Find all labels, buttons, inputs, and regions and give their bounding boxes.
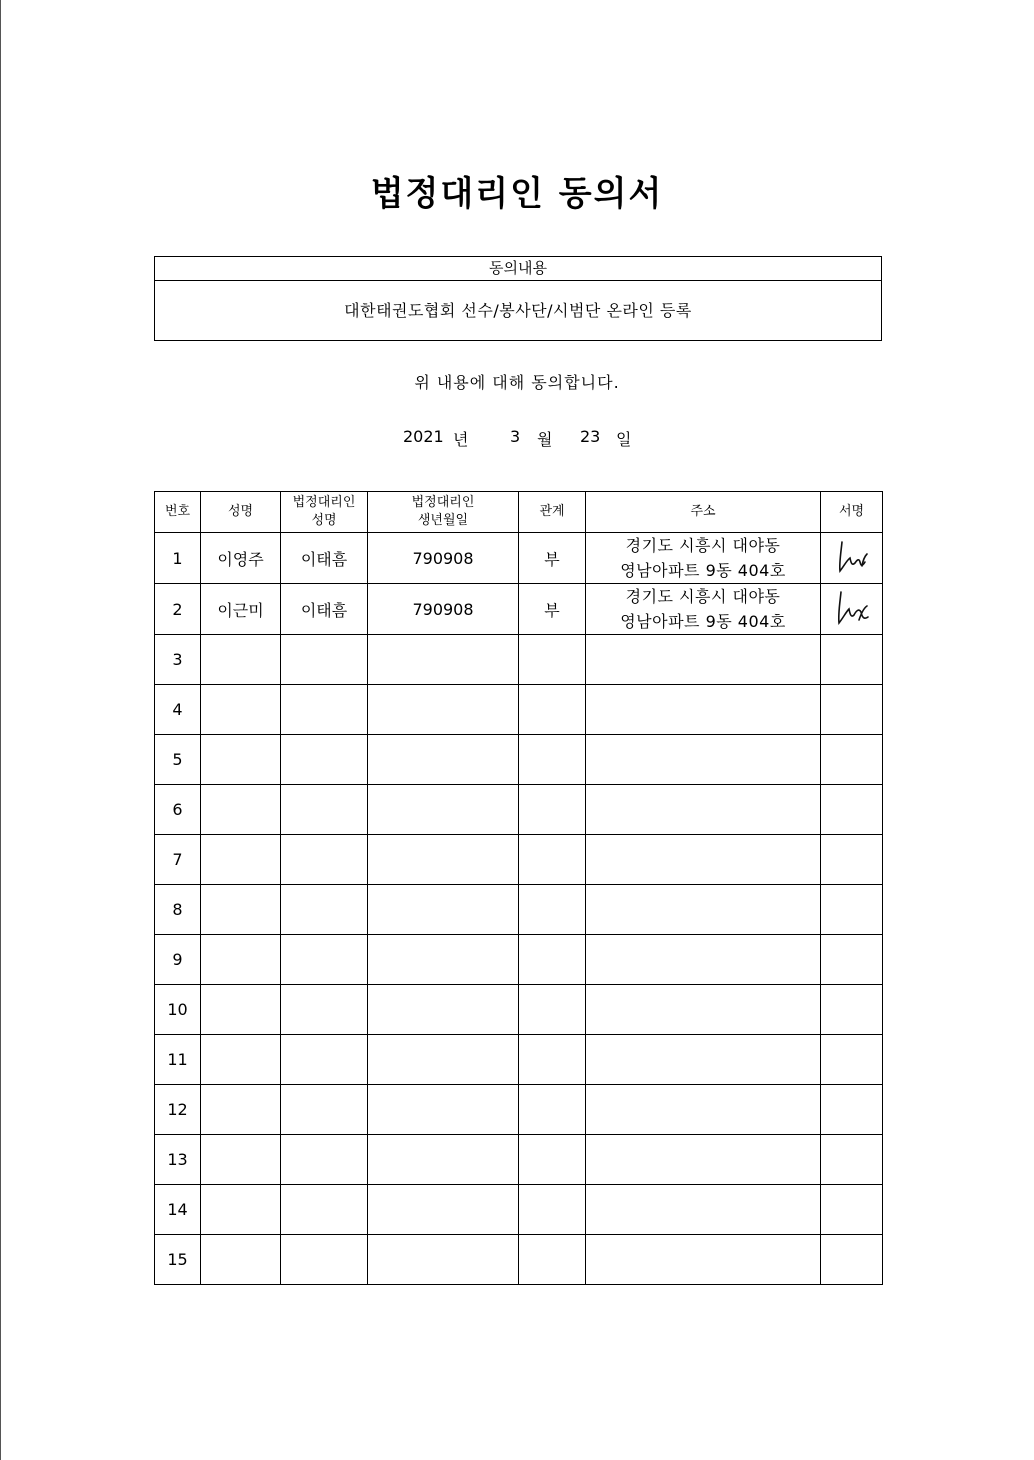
table-row xyxy=(155,735,883,785)
cell-no: 8 xyxy=(155,885,201,935)
cell-relation xyxy=(519,1035,586,1085)
cell-no: 9 xyxy=(155,935,201,985)
date-line xyxy=(403,427,703,451)
table-row xyxy=(155,1035,883,1085)
cell-name xyxy=(201,735,281,785)
cell-guardian-name xyxy=(281,1235,368,1285)
handwritten-signature xyxy=(832,587,872,627)
table-row xyxy=(155,635,883,685)
cell-relation xyxy=(519,835,586,885)
cell-name xyxy=(201,785,281,835)
cell-name: 이근미 xyxy=(201,584,281,635)
cell-address xyxy=(586,635,821,685)
cell-relation xyxy=(519,1235,586,1285)
table-row xyxy=(155,533,883,584)
address-line1: 경기도 시흥시 대야동 xyxy=(625,587,781,606)
cell-guardian-name xyxy=(281,635,368,685)
cell-name xyxy=(201,1035,281,1085)
table-row xyxy=(155,835,883,885)
cell-relation: 부 xyxy=(519,584,586,635)
cell-guardian-name xyxy=(281,1085,368,1135)
cell-guardian-birth xyxy=(368,835,519,885)
cell-guardian-birth xyxy=(368,635,519,685)
table-row xyxy=(155,1235,883,1285)
cell-address xyxy=(586,835,821,885)
cell-name xyxy=(201,685,281,735)
address-line2: 영남아파트 9동 404호 xyxy=(620,561,786,580)
cell-guardian-birth xyxy=(368,735,519,785)
cell-no: 11 xyxy=(155,1035,201,1085)
cell-no: 15 xyxy=(155,1235,201,1285)
cell-no: 7 xyxy=(155,835,201,885)
cell-no: 2 xyxy=(155,584,201,635)
cell-address xyxy=(586,935,821,985)
cell-address xyxy=(586,1135,821,1185)
cell-guardian-name xyxy=(281,1035,368,1085)
cell-address xyxy=(586,985,821,1035)
cell-address xyxy=(586,735,821,785)
cell-guardian-name xyxy=(281,835,368,885)
table-row xyxy=(155,685,883,735)
address-line1: 경기도 시흥시 대야동 xyxy=(625,536,781,555)
header-guardian-birth-line1: 법정대리인 xyxy=(411,495,475,510)
table-row xyxy=(155,935,883,985)
header-guardian-name xyxy=(281,492,368,533)
cell-signature xyxy=(821,1035,883,1085)
consent-body: 대한태권도협회 선수/봉사단/시범단 온라인 등록 xyxy=(344,301,692,320)
cell-signature xyxy=(821,533,883,584)
cell-signature xyxy=(821,985,883,1035)
cell-address xyxy=(586,1085,821,1135)
cell-guardian-name xyxy=(281,935,368,985)
cell-no: 12 xyxy=(155,1085,201,1135)
cell-signature xyxy=(821,835,883,885)
cell-guardian-name xyxy=(281,685,368,735)
address-line2: 영남아파트 9동 404호 xyxy=(620,612,786,631)
date-year-label: 년 xyxy=(453,430,469,449)
table-row xyxy=(155,785,883,835)
cell-guardian-birth xyxy=(368,785,519,835)
cell-guardian-birth xyxy=(368,1085,519,1135)
handwritten-signature xyxy=(832,536,872,576)
cell-name xyxy=(201,1235,281,1285)
cell-guardian-name xyxy=(281,885,368,935)
cell-signature xyxy=(821,935,883,985)
cell-guardian-birth xyxy=(368,935,519,985)
header-guardian-birth xyxy=(368,492,519,533)
cell-relation xyxy=(519,885,586,935)
cell-name: 이영주 xyxy=(201,533,281,584)
cell-guardian-birth xyxy=(368,1135,519,1185)
cell-signature xyxy=(821,735,883,785)
cell-signature xyxy=(821,885,883,935)
header-name: 성명 xyxy=(201,492,281,533)
cell-guardian-name xyxy=(281,1185,368,1235)
cell-address xyxy=(586,785,821,835)
header-guardian-name-line1: 법정대리인 xyxy=(292,495,356,510)
cell-signature xyxy=(821,1235,883,1285)
consent-table xyxy=(154,491,883,1285)
cell-name xyxy=(201,635,281,685)
cell-signature xyxy=(821,685,883,735)
cell-guardian-birth xyxy=(368,685,519,735)
cell-no: 4 xyxy=(155,685,201,735)
cell-name xyxy=(201,1185,281,1235)
cell-relation xyxy=(519,1185,586,1235)
header-signature: 서명 xyxy=(821,492,883,533)
cell-name xyxy=(201,885,281,935)
cell-guardian-name xyxy=(281,735,368,785)
cell-relation xyxy=(519,1085,586,1135)
cell-signature xyxy=(821,1135,883,1185)
cell-name xyxy=(201,1085,281,1135)
cell-guardian-birth xyxy=(368,1235,519,1285)
cell-address xyxy=(586,685,821,735)
table-row xyxy=(155,885,883,935)
cell-address xyxy=(586,533,821,584)
cell-no: 10 xyxy=(155,985,201,1035)
cell-address xyxy=(586,885,821,935)
document-title: 법정대리인 동의서 xyxy=(370,174,664,214)
table-row xyxy=(155,584,883,635)
cell-guardian-name xyxy=(281,1135,368,1185)
cell-name xyxy=(201,985,281,1035)
header-guardian-birth-line2: 생년월일 xyxy=(417,513,469,528)
cell-no: 5 xyxy=(155,735,201,785)
cell-address xyxy=(586,1185,821,1235)
cell-signature xyxy=(821,584,883,635)
date-month: 3 xyxy=(510,427,521,446)
table-row xyxy=(155,985,883,1035)
date-day-label: 일 xyxy=(616,430,632,449)
header-address: 주소 xyxy=(586,492,821,533)
cell-guardian-birth xyxy=(368,885,519,935)
page-edge xyxy=(0,0,1,1460)
cell-name xyxy=(201,835,281,885)
cell-no: 13 xyxy=(155,1135,201,1185)
cell-address xyxy=(586,584,821,635)
cell-guardian-name: 이태흠 xyxy=(281,533,368,584)
date-year: 2021 xyxy=(403,427,444,446)
header-guardian-name-line2: 성명 xyxy=(311,513,337,528)
cell-guardian-name xyxy=(281,785,368,835)
cell-relation: 부 xyxy=(519,533,586,584)
cell-no: 6 xyxy=(155,785,201,835)
date-month-label: 월 xyxy=(537,430,553,449)
cell-relation xyxy=(519,935,586,985)
date-day: 23 xyxy=(580,427,601,446)
cell-guardian-name xyxy=(281,985,368,1035)
cell-guardian-birth xyxy=(368,1185,519,1235)
cell-relation xyxy=(519,735,586,785)
cell-no: 1 xyxy=(155,533,201,584)
cell-relation xyxy=(519,635,586,685)
table-header-row xyxy=(155,492,883,533)
agreement-text: 위 내용에 대해 동의합니다. xyxy=(414,373,620,392)
cell-relation xyxy=(519,785,586,835)
cell-no: 3 xyxy=(155,635,201,685)
cell-name xyxy=(201,935,281,985)
cell-relation xyxy=(519,685,586,735)
cell-signature xyxy=(821,1185,883,1235)
cell-address xyxy=(586,1235,821,1285)
cell-relation xyxy=(519,1135,586,1185)
cell-guardian-birth: 790908 xyxy=(368,584,519,635)
header-no: 번호 xyxy=(155,492,201,533)
table-row xyxy=(155,1085,883,1135)
cell-no: 14 xyxy=(155,1185,201,1235)
cell-signature xyxy=(821,635,883,685)
cell-guardian-birth: 790908 xyxy=(368,533,519,584)
cell-name xyxy=(201,1135,281,1185)
cell-relation xyxy=(519,985,586,1035)
table-row xyxy=(155,1135,883,1185)
cell-address xyxy=(586,1035,821,1085)
cell-guardian-name: 이태흠 xyxy=(281,584,368,635)
consent-box xyxy=(154,256,882,341)
table-row xyxy=(155,1185,883,1235)
cell-signature xyxy=(821,1085,883,1135)
cell-signature xyxy=(821,785,883,835)
cell-guardian-birth xyxy=(368,985,519,1035)
header-relation: 관계 xyxy=(519,492,586,533)
cell-guardian-birth xyxy=(368,1035,519,1085)
consent-header: 동의내용 xyxy=(155,257,881,281)
